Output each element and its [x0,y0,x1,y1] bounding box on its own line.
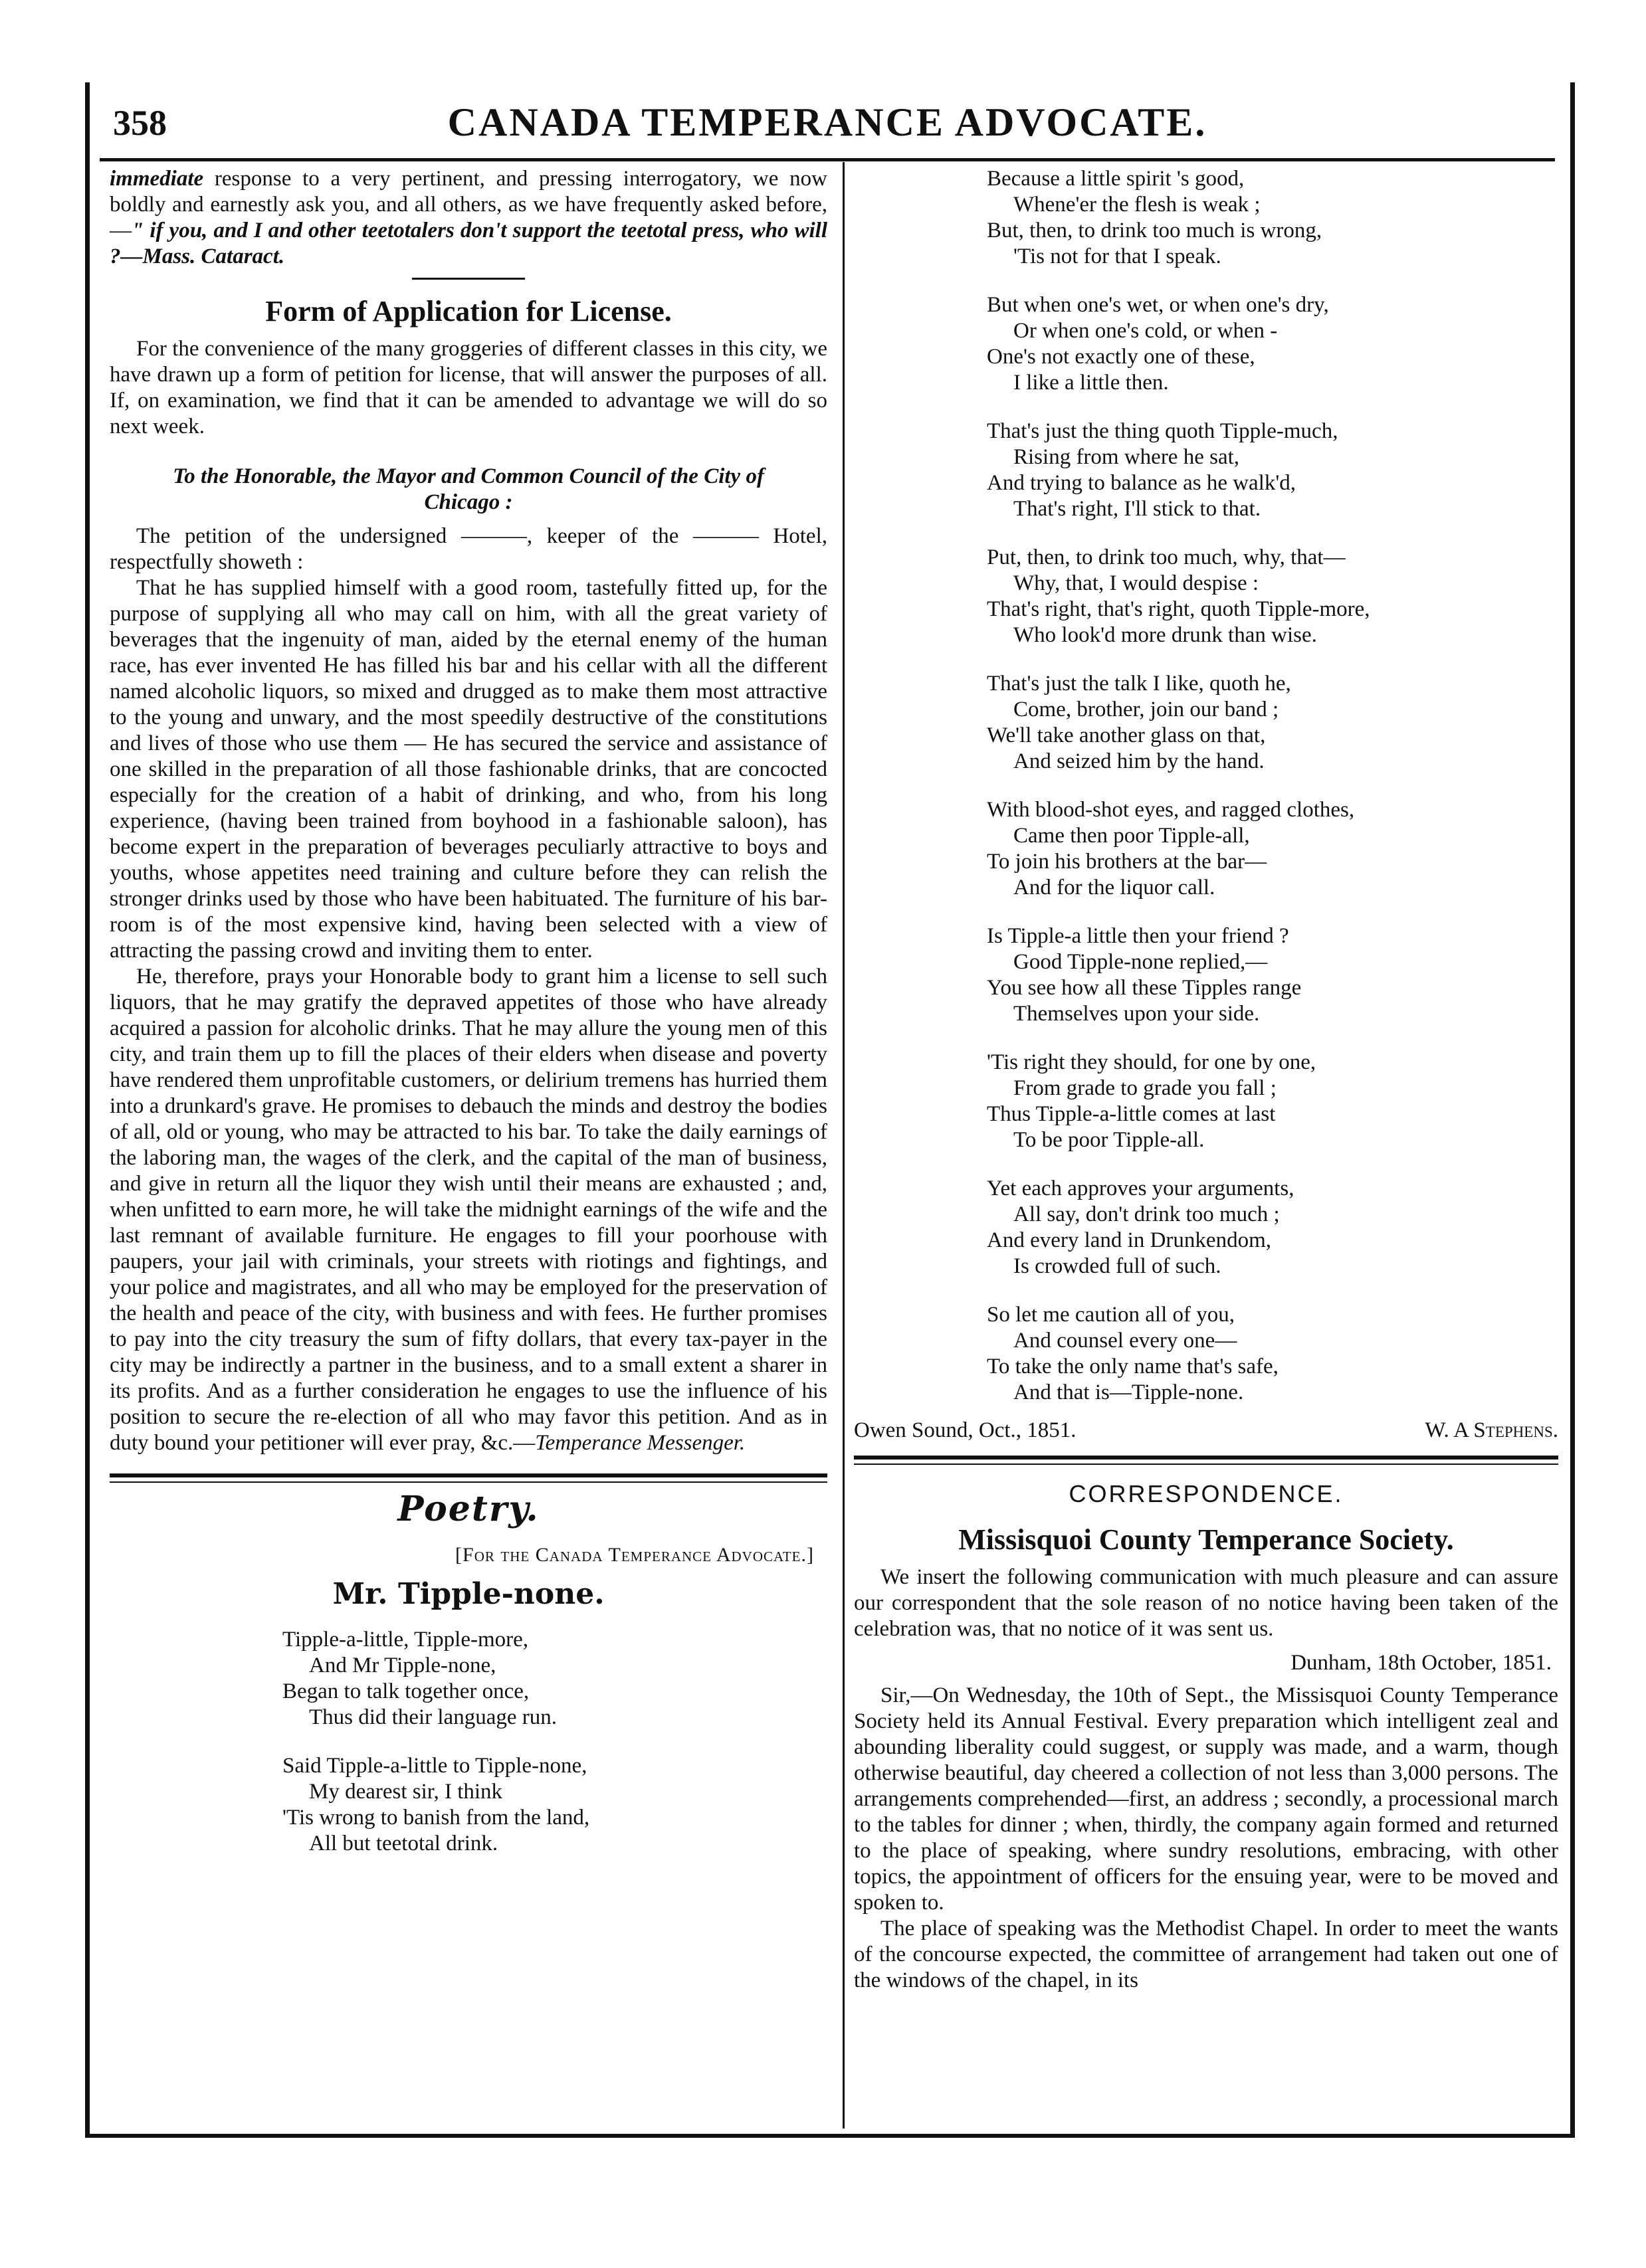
poem-line: We'll take another glass on that, [987,723,1266,747]
section-thick-rule [854,1456,1558,1460]
poem-line: Or when one's cold, or when - [1013,319,1278,343]
header-rule [100,158,1555,161]
letter-paragraph: Sir,—On Wednesday, the 10th of Sept., the Missisquoi County Temperance Society held its Annual Festival. Every preparation which intelligent zeal and abounding liberality could suggest, or supply was made, and a warm, though otherwise beautiful, day cheered a collection of not less than 3,000 persons. The arrangements comprehended—first, an address ; secondly, a processional march to the tables for dinner ; when, thirdly, the company again formed and returned to the place of speaking, where sundry resolutions, embracing, with other topics, the appointment of officers for the ensuing year, were to be moved and spoken to. [854,1683,1558,1915]
article-paragraph: For the convenience of the many groggeries of different classes in this city, we have drawn up a form of petition for license, that will answer the purposes of all. If, on examination, we find that it can be amended to advantage we will do so next week. [110,337,827,438]
poem-line: And that is—Tipple-none. [1013,1380,1244,1404]
petition-address: To the Honorable, the Mayor and Common Council of the City of Chicago : [173,464,764,514]
poem-line: One's not exactly one of these, [987,345,1255,369]
poem-line: And every land in Drunkendom, [987,1228,1271,1252]
section-thick-rule [110,1473,827,1477]
poem-line: Come, brother, join our band ; [1013,698,1279,721]
stanza [282,1627,827,1731]
stanza [987,419,1558,522]
poem-line: That's just the thing quoth Tipple-much, [987,419,1338,443]
column-divider [843,162,845,2128]
poem-line: 'Tis not for that I speak. [1013,244,1221,268]
poem-line: To join his brothers at the bar— [987,850,1267,874]
poem-line: My dearest sir, I think [309,1780,503,1804]
left-column [110,166,827,1879]
poem-line: All but teetotal drink. [309,1832,498,1855]
source-credit: Temperance Messenger. [535,1431,746,1455]
signature-place: Owen Sound, Oct., 1851. [854,1418,1077,1442]
stanza [987,1176,1558,1279]
poem-line: From grade to grade you fall ; [1013,1076,1277,1100]
stanza [987,923,1558,1027]
poem-line: And counsel every one— [1013,1329,1237,1353]
poem-line: Began to talk together once, [282,1679,530,1703]
article-title: Missisquoi County Temperance Society. [958,1523,1454,1556]
stanza [987,797,1558,901]
poem-line: Said Tipple-a-little to Tipple-none, [282,1754,587,1778]
poem-line: That's right, I'll stick to that. [1013,497,1261,521]
petition-paragraph: That he has supplied himself with a good room, tastefully fitted up, for the purpose of supplying all who may call on him, with all the great variety of beverages that the ingenuity of man, aided by the eternal enemy of the human race, has ever invented He has filled his bar and his cellar with all the different named alcoholic liquors, so mixed and drugged as to make them most attractive to the young and unwary, and the most speedily destructive of the constitutions and lives of those who use them — He has secured the service and assistance of one skilled in the preparation of all those fashionable drinks, that are concocted especially for the creation of a habit of drinking, and who, from his long experience, (having been trained from boyhood in a fashionable saloon), has become expert in the preparation of beverages peculiarly attractive to boys and youths, whose appetites need training and culture before they can relish the stronger drinks used by those who have been habituated. The furniture of his bar-room is of the most expensive kind, having been selected with a view of attracting the passing crowd and inviting them to enter. [110,576,827,963]
poem-line: Thus did their language run. [309,1705,557,1729]
poem-continued [854,166,1558,1406]
article-title: Form of Application for License. [265,295,672,328]
stanza [987,1302,1558,1406]
article-intro: We insert the following communication with much pleasure and can assure our correspondent that the sole reason of no notice having been taken of the celebration was, that no notice of it was sent us. [854,1565,1558,1641]
poetry-header: Poetry. [397,1489,540,1529]
stanza [987,671,1558,775]
poem-line: All say, don't drink too much ; [1013,1202,1280,1226]
stanza [987,292,1558,396]
section-thin-rule [110,1481,827,1483]
poem-line: Who look'd more drunk than wise. [1013,623,1317,647]
intro-paragraph: immediate response to a very pertinent, and pressing interrogatory, we now boldly and earnestly ask you, and all others, as we have frequently asked before,—" if you, and I and other teetotalers don't support the teetotal press, who will ?—Mass. Cataract. [110,167,827,268]
poem-line: You see how all these Tipples range [987,976,1302,1000]
poem-line: And Mr Tipple-none, [309,1654,496,1677]
poem-line: Themselves upon your side. [1013,1002,1260,1026]
poem-start [110,1627,827,1857]
poem-line: Put, then, to drink too much, why, that— [987,545,1346,569]
section-rule [412,278,525,280]
poem-line: And for the liquor call. [1013,876,1215,899]
poem-line: Why, that, I would despise : [1013,571,1259,595]
stanza [282,1753,827,1857]
poem-line: Is crowded full of such. [1013,1254,1221,1278]
poem-line: 'Tis right they should, for one by one, [987,1050,1316,1074]
signature-author: W. A Stephens. [1425,1418,1558,1442]
page-header [100,93,1555,166]
poem-line: To take the only name that's safe, [987,1355,1279,1378]
poem-line: Thus Tipple-a-little comes at last [987,1102,1276,1126]
stanza [987,1050,1558,1153]
right-column [854,166,1558,1994]
letter-paragraph: The place of speaking was the Methodist Chapel. In order to meet the wants of the concourse expected, the committee of arrangement had taken out one of the windows of the chapel, in its [854,1917,1558,1992]
poem-line: Because a little spirit 's good, [987,167,1245,191]
poem-line: Good Tipple-none replied,— [1013,950,1268,974]
poem-line: Tipple-a-little, Tipple-more, [282,1628,529,1652]
poem-line: With blood-shot eyes, and ragged clothes, [987,798,1355,822]
poem-line: So let me caution all of you, [987,1303,1235,1327]
poem-line: But when one's wet, or when one's dry, [987,293,1329,317]
poem-title: Mr. Tipple-none. [332,1577,605,1611]
page-bottom-rule [85,2134,1575,2138]
poem-line: But, then, to drink too much is wrong, [987,219,1322,242]
poem-line: To be poor Tipple-all. [1013,1128,1205,1152]
poem-attribution: [For the Canada Temperance Advocate.] [455,1544,814,1566]
stanza [987,166,1558,270]
page-number: 358 [113,103,167,143]
poem-line: And seized him by the hand. [1013,749,1265,773]
poem-line: That's right, that's right, quoth Tipple-more, [987,597,1370,621]
petition-paragraph: He, therefore, prays your Honorable body to grant him a license to sell such liquors, that he may gratify the depraved appetites of those who have already acquired a passion for alcoholic drinks. That he may allure the young men of this city, and train them up to fill the places of their elders when disease and poverty have rendered them unprofitable customers, or delirium tremens has hurried them into a drunkard's grave. He promises to debauch the minds and destroy the bodies of all, old or young, who may be attracted to his bar. To take the daily earnings of the laboring man, the wages of the clerk, and the capital of the man of business, and give in return all the liquor they wish until their means are exhausted ; and, when unfitted to earn more, he will take the midnight earnings of the wife and the last remnant of available furniture. He engages to fill your poorhouse with paupers, your jail with criminals, your streets with riotings and fightings, and your police and magistrates, and all who may be employed for the preservation of the health and peace of the city, with business and with fees. He further promises to pay into the city treasury the sum of fifty dollars, that every tax-payer in the city may be indirectly a partner in the business, and to a small extent a sharer in its profits. And as a further consideration he engages to use the influence of his position to secure the re-election of all who may favor this petition. And as in duty bound your petitioner will ever pray, &c.—Temperance Messenger. [110,965,827,1455]
poem-signature [854,1418,1558,1444]
poem-line: I like a little then. [1013,371,1169,395]
correspondence-header: CORRESPONDENCE. [1069,1480,1344,1507]
poem-line: Whene'er the flesh is weak ; [1013,193,1261,217]
poem-line: Came then poor Tipple-all, [1013,824,1250,848]
poem-line: 'Tis wrong to banish from the land, [282,1806,590,1830]
poem-line: Yet each approves your arguments, [987,1177,1294,1200]
poem-line: Is Tipple-a little then your friend ? [987,924,1289,948]
poem-line: And trying to balance as he walk'd, [987,471,1296,495]
petition-paragraph: The petition of the undersigned ———, keeper of the ——— Hotel, respectfully showeth : [110,524,827,574]
poem-line: Rising from where he sat, [1013,445,1240,469]
section-thin-rule [854,1464,1558,1465]
stanza [987,545,1558,648]
poem-line: That's just the talk I like, quoth he, [987,672,1291,696]
dateline: Dunham, 18th October, 1851. [1290,1651,1552,1675]
publication-title: CANADA TEMPERANCE ADVOCATE. [447,100,1207,144]
